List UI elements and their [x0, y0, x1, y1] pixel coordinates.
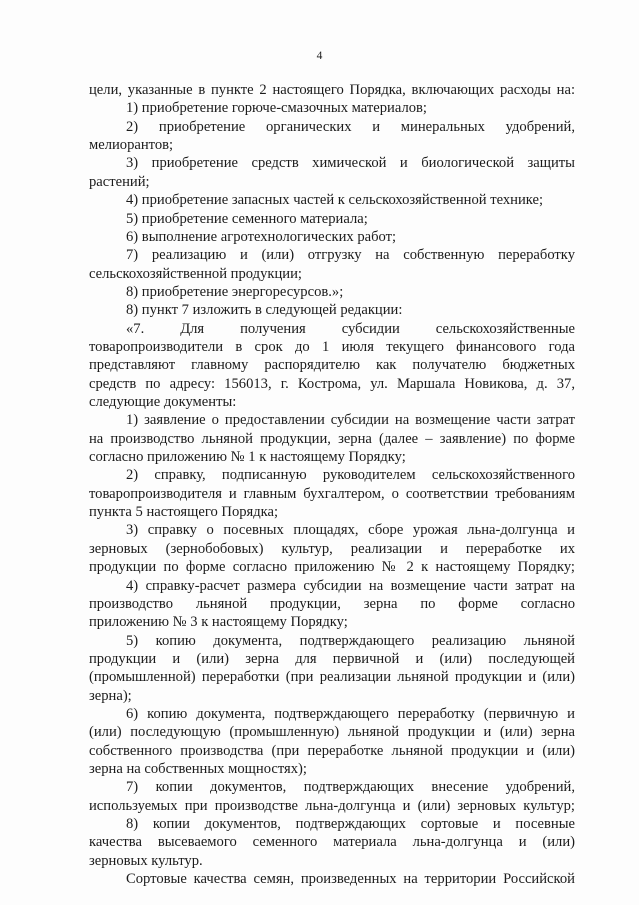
text-line: качества высеваемого семенного материала льна-долгунца и (или) [89, 834, 575, 851]
text-line: товаропроизводители в срок до 1 июля текущего финансового года [89, 338, 575, 355]
text-line: 7) копии документов, подтверждающих внесение удобрений, [126, 779, 575, 796]
text-line: (промышленной) переработки (при реализации льняной продукции и (или) [89, 669, 575, 686]
text-line: 3) приобретение средств химической и биологической защиты [126, 155, 575, 172]
text-line: продукции по форме согласно приложению № 2 к настоящему Порядку; [89, 559, 575, 576]
text-line: собственного производства (при переработке льняной продукции и (или) [89, 742, 575, 759]
text-line: 5) копию документа, подтверждающего реализацию льняной [126, 632, 575, 649]
text-line: цели, указанные в пункте 2 настоящего Порядка, включающих расходы на: [89, 82, 575, 98]
text-line: 3) справку о посевных площадях, сборе урожая льна-долгунца и [126, 522, 575, 539]
text-line: зерновых культур. [89, 852, 203, 869]
text-line: 5) приобретение семенного материала; [126, 210, 368, 227]
text-line: 4) приобретение запасных частей к сельскохозяйственной технике; [126, 192, 544, 209]
text-line: 1) заявление о предоставлении субсидии на возмещение части затрат [126, 412, 575, 429]
text-line: товаропроизводителя и главным бухгалтером, о соответствии требованиям [89, 485, 575, 502]
text-line: 8) пункт 7 изложить в следующей редакции: [126, 302, 403, 319]
text-line: сельскохозяйственной продукции; [89, 265, 302, 282]
text-line: производство льняной продукции, зерна по форме согласно [89, 595, 575, 612]
text-line: на производство льняной продукции, зерна (далее – заявление) по форме [89, 430, 575, 447]
text-line: согласно приложению № 1 к настоящему Порядку; [89, 449, 406, 465]
text-line: 1) приобретение горюче-смазочных материалов; [126, 100, 427, 117]
text-line: зерновых (зернобобовых) культур, реализации и переработке их [89, 540, 575, 557]
text-line: 7) реализацию и (или) отгрузку на собственную переработку [126, 247, 575, 264]
text-line: 8) приобретение энергоресурсов.»; [126, 283, 344, 300]
text-line: растений; [89, 173, 150, 190]
text-line: мелиорантов; [89, 137, 174, 154]
text-line: зерна на собственных мощностях); [89, 761, 307, 777]
text-line: зерна); [89, 687, 132, 704]
text-line: следующие документы: [89, 394, 237, 410]
text-line: (или) последующую (промышленную) льняной продукции и (или) зерна [89, 724, 575, 741]
text-line: 6) копию документа, подтверждающего переработку (первичную и [126, 705, 575, 722]
text-line: 2) справку, подписанную руководителем сельскохозяйственного [126, 467, 575, 484]
text-line: 6) выполнение агротехнологических работ; [126, 228, 397, 245]
text-line: Сортовые качества семян, произведенных на территории Российской [126, 871, 575, 888]
page-number: 4 [316, 50, 323, 62]
text-line: 2) приобретение органических и минеральных удобрений, [126, 118, 575, 135]
text-line: «7. Для получения субсидии сельскохозяйственные [126, 320, 575, 337]
text-line: средств по адресу: 156013, г. Кострома, ул. Маршала Новикова, д. 37, [89, 375, 575, 392]
text-line: продукции и (или) зерна для первичной и (или) последующей [89, 650, 575, 667]
text-line: 4) справку-расчет размера субсидии на возмещение части затрат на [126, 577, 575, 594]
text-line: используемых при производстве льна-долгунца и (или) зерновых культур; [89, 797, 575, 814]
text-line: приложению № 3 к настоящему Порядку; [89, 614, 348, 631]
text-line: представляют главному распорядителю как получателю бюджетных [89, 357, 575, 374]
text-line: пункта 5 настоящего Порядка; [89, 504, 279, 521]
text-line: 8) копии документов, подтверждающих сортовые и посевные [126, 816, 575, 832]
